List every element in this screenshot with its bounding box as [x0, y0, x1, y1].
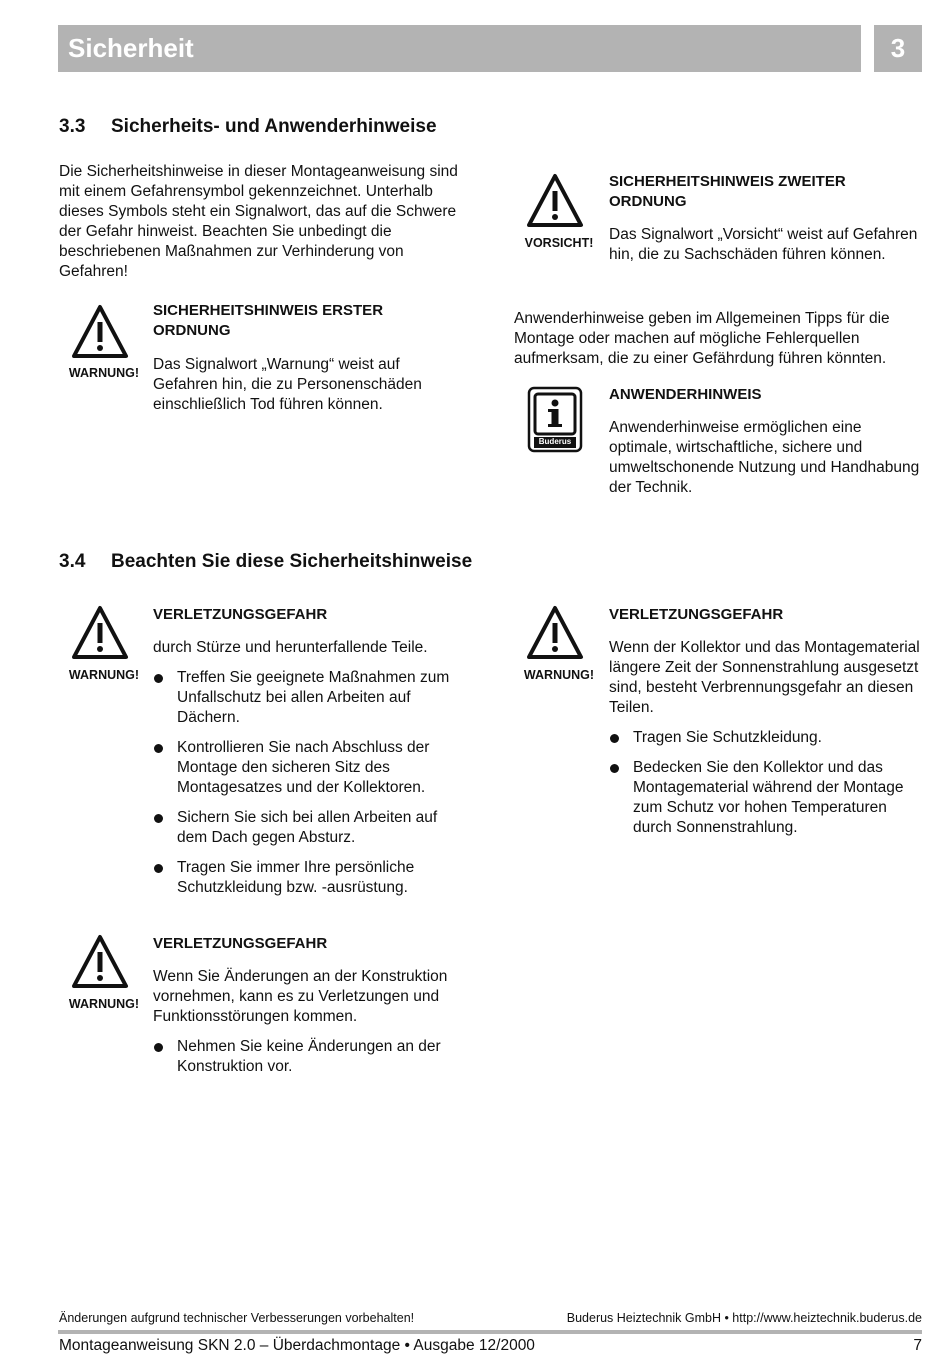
block-title: VERLETZUNGSGEFAHR — [609, 606, 784, 623]
block-text: durch Stürze und herunterfallende Teile. — [153, 639, 428, 656]
section-number: 3.4 — [59, 551, 86, 572]
page-number: 7 — [913, 1337, 922, 1354]
buderus-logo: Buderus — [538, 437, 572, 446]
signal-word-label: WARNUNG! — [523, 668, 595, 682]
first-order-title: SICHERHEITSHINWEIS ERSTER ORDNUNG — [153, 302, 384, 339]
footer-note: Änderungen aufgrund technischer Verbesserungen vorbehalten! — [59, 1311, 415, 1325]
signal-word-label: WARNUNG! — [68, 668, 140, 682]
footer-divider — [58, 1330, 922, 1334]
user-hint-title: ANWENDERHINWEIS — [609, 386, 762, 403]
list-item: Bedecken Sie den Kollektor und das Montagematerial während der Montage zum Schutz vor hohen Temperaturen durch Sonnenstrahlung. — [609, 758, 922, 838]
list-item: Sichern Sie sich bei allen Arbeiten auf dem Dach gegen Absturz. — [153, 808, 465, 848]
bullet-list — [153, 1037, 465, 1087]
first-order-text: Das Signalwort „Warnung“ weist auf Gefahren hin, die zu Personenschäden einschließlich Tod führen können. — [153, 356, 422, 413]
section-3-4-heading — [59, 551, 472, 573]
block-title: VERLETZUNGSGEFAHR — [153, 606, 328, 623]
chapter-number: 3 — [874, 25, 922, 72]
warning-triangle-icon — [71, 304, 129, 359]
signal-word-label: WARNUNG! — [68, 366, 140, 380]
block-title: VERLETZUNGSGEFAHR — [153, 935, 328, 952]
second-order-text: Das Signalwort „Vorsicht“ weist auf Gefahren hin, die zu Sachschäden führen können. — [609, 226, 918, 263]
user-hint-text: Anwenderhinweise ermöglichen eine optimale, wirtschaftliche, sichere und umweltschonende Nutzung und Handhabung der Technik. — [609, 419, 920, 496]
warning-triangle-icon — [526, 605, 584, 660]
caution-triangle-icon — [526, 173, 584, 228]
user-hint-intro: Anwenderhinweise geben im Allgemeinen Tipps für die Montage oder machen auf mögliche Fehlerquellen aufmerksam, die zu einer Gefährdung führen könnten. — [514, 310, 890, 367]
list-item: Treffen Sie geeignete Maßnahmen zum Unfallschutz bei allen Arbeiten auf Dächern. — [153, 668, 465, 728]
block-text: Wenn der Kollektor und das Montagematerial längere Zeit der Sonnenstrahlung ausgesetzt sind, besteht Verbrennungsgefahr an diesen Teilen. — [609, 639, 920, 716]
block-text: Wenn Sie Änderungen an der Konstruktion vornehmen, kann es zu Verletzungen und Funktionsstörungen kommen. — [153, 968, 448, 1025]
section-3-3-heading — [59, 116, 437, 138]
signal-word-label: WARNUNG! — [68, 997, 140, 1011]
warning-triangle-icon — [71, 934, 129, 989]
list-item: Kontrollieren Sie nach Abschluss der Montage den sicheren Sitz des Montagesatzes und der Kollektoren. — [153, 738, 465, 798]
intro-paragraph: Die Sicherheitshinweise in dieser Montageanweisung sind mit einem Gefahrensymbol gekennzeichnet. Unterhalb dieses Symbols steht ein Signalwort, das auf die Schwere der Gefahr hinweist. Beachten Sie unbedingt die beschriebenen Maßnahmen zur Verhinderung von Gefahren! — [59, 163, 458, 280]
bullet-list — [609, 728, 922, 848]
list-item: Nehmen Sie keine Änderungen an der Konstruktion vor. — [153, 1037, 465, 1077]
section-title: Sicherheits- und Anwenderhinweise — [111, 116, 437, 137]
list-item: Tragen Sie immer Ihre persönliche Schutzkleidung bzw. -ausrüstung. — [153, 858, 465, 898]
signal-word-label: VORSICHT! — [524, 236, 594, 250]
section-title: Beachten Sie diese Sicherheitshinweise — [111, 551, 473, 572]
second-order-title: SICHERHEITSHINWEIS ZWEITER ORDNUNG — [609, 173, 846, 210]
warning-triangle-icon — [71, 605, 129, 660]
section-number: 3.3 — [59, 116, 86, 137]
footer-company: Buderus Heiztechnik GmbH • http://www.heiztechnik.buderus.de — [566, 1311, 922, 1325]
bullet-list — [153, 668, 465, 908]
footer-document-title: Montageanweisung SKN 2.0 – Überdachmontage • Ausgabe 12/2000 — [59, 1337, 535, 1354]
chapter-header: Sicherheit — [58, 25, 861, 72]
list-item: Tragen Sie Schutzkleidung. — [609, 728, 922, 748]
